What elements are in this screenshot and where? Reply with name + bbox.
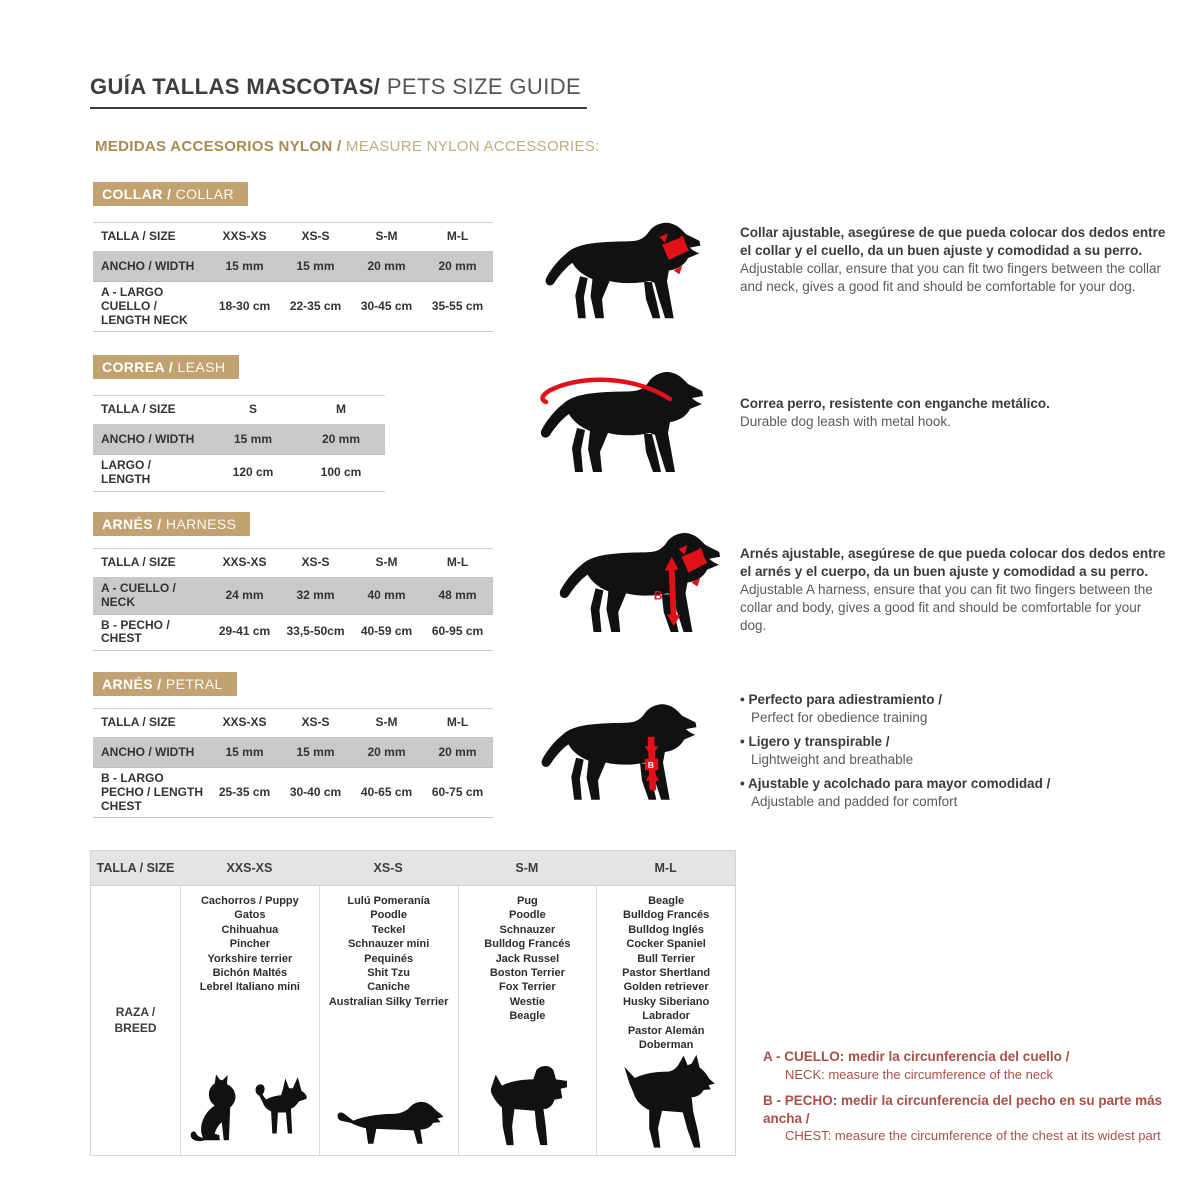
table-row: [93, 455, 385, 492]
breeds-body: [91, 886, 735, 1155]
cell-value: XS-S: [301, 555, 330, 570]
subtitle: [95, 138, 600, 155]
petral-badge-en: PETRAL: [161, 676, 223, 692]
cell-value: 30-45 cm: [360, 298, 413, 313]
collar-badge-es: COLLAR /: [102, 186, 172, 202]
leash-desc-en: Durable dog leash with metal hook.: [740, 413, 951, 429]
breed-item: Golden retriever: [623, 981, 709, 994]
animal-silhouettes: [181, 1068, 319, 1150]
cell-value: XXS-XS: [222, 555, 267, 570]
breed-item: Jack Russel: [495, 952, 560, 965]
cell-value: 18-30 cm: [218, 298, 271, 313]
petral-dog-illustration: [534, 697, 706, 807]
cell-value: M-L: [446, 229, 469, 244]
feature-item: [740, 733, 1170, 768]
collar-dog-illustration: [538, 217, 710, 324]
table-row: [93, 425, 385, 455]
schnauzer-icon: [480, 1062, 574, 1150]
cell-value: 15 mm: [225, 258, 264, 273]
row-label: B - PECHO / CHEST: [101, 617, 170, 646]
petral-features: [740, 691, 1170, 817]
row-label: TALLA / SIZE: [101, 715, 176, 730]
harness-badge-en: HARNESS: [161, 516, 237, 532]
dog-silhouette-icon: [538, 217, 710, 324]
cell-value: S-M: [375, 555, 398, 570]
harness-badge-es: ARNÉS /: [102, 516, 162, 532]
breed-item: Beagle: [648, 895, 685, 907]
feature-es: • Ajustable y acolchado para mayor comodidad /: [740, 775, 1170, 793]
cell-value: 40 mm: [367, 587, 406, 602]
breeds-header-row: [91, 851, 735, 886]
measure-a-label: A: [677, 233, 687, 248]
cell-value: 20 mm: [321, 431, 361, 446]
cell-value: 20 mm: [367, 258, 406, 273]
breeds-header-xxs-xs: XXS-XS: [226, 861, 273, 875]
cell-value: 40-59 cm: [360, 624, 413, 639]
cell-value: 15 mm: [296, 744, 335, 759]
cell-value: 15 mm: [225, 744, 264, 759]
cell-value: 48 mm: [438, 587, 477, 602]
collar-badge: [93, 182, 248, 206]
breed-item: Bulldog Francés: [623, 909, 710, 922]
cell-value: 120 cm: [232, 464, 274, 479]
breed-item: Pug: [516, 895, 538, 907]
table-row: [93, 578, 493, 615]
chihuahua-icon: [250, 1070, 312, 1150]
breed-list: [181, 894, 319, 995]
harness-badge: [93, 512, 250, 536]
breeds-header-xs-s: XS-S: [373, 861, 403, 875]
legend-neck-en: NECK: measure the circumference of the neck: [785, 1066, 1054, 1082]
breeds-table: [90, 850, 736, 1156]
row-label: ANCHO / WIDTH: [101, 744, 195, 759]
breed-list: [597, 894, 735, 1052]
doberman-icon: [614, 1054, 718, 1150]
breed-item: Shit Tzu: [367, 967, 411, 980]
harness-description: [740, 545, 1170, 635]
breed-item: Lulú Pomeranía: [347, 895, 430, 907]
table-row: [93, 548, 493, 578]
page-title-en: PETS SIZE GUIDE: [380, 74, 582, 99]
row-label: A - CUELLO / NECK: [101, 581, 176, 609]
legend-item-chest: [763, 1092, 1193, 1145]
feature-en: Lightweight and breathable: [751, 751, 914, 767]
cell-value: 40-65 cm: [360, 784, 413, 799]
harness-table: [93, 548, 493, 651]
leash-description: [740, 395, 1170, 431]
legend-neck-es: A - CUELLO: medir la circunferencia del cuello /: [763, 1049, 1070, 1064]
collar-desc-es: Collar ajustable, asegúrese de que pueda colocar dos dedos entre el collar y el cuello, da un buen ajuste y comodidad a su perro.: [740, 225, 1166, 258]
measure-b-label: B: [647, 760, 654, 771]
measure-a-label: A: [695, 544, 705, 560]
collar-desc-en: Adjustable collar, ensure that you can fit two fingers between the collar and neck, gives a good fit and should be comfortable for your dog.: [740, 260, 1161, 294]
breed-item: Pequinés: [364, 952, 414, 965]
breed-item: Poodle: [370, 909, 407, 922]
cell-value: XS-S: [301, 715, 330, 730]
row-label: A - LARGO CUELLO / LENGTH NECK: [101, 285, 188, 327]
cell-value: 32 mm: [296, 587, 335, 602]
feature-item: [740, 775, 1170, 810]
breed-item: Bull Terrier: [637, 952, 696, 965]
breeds-col-s-m: [458, 886, 597, 1155]
cell-value: 29-41 cm: [218, 624, 271, 639]
breeds-row-label: RAZA / BREED: [114, 1004, 157, 1035]
breed-item: Chihuahua: [221, 923, 279, 936]
breed-item: Teckel: [371, 923, 406, 936]
table-row: [93, 282, 493, 332]
breed-item: Schnauzer mini: [347, 938, 430, 951]
breed-item: Doberman: [638, 1039, 694, 1052]
breed-item: Husky Siberiano: [623, 995, 710, 1008]
petral-badge-es: ARNÉS /: [102, 676, 162, 692]
breeds-col-xs-s: [319, 886, 458, 1155]
table-row: [93, 252, 493, 282]
cell-value: 30-40 cm: [289, 784, 342, 799]
leash-dog-illustration: [533, 366, 713, 478]
breed-item: Cocker Spaniel: [626, 938, 706, 951]
table-row: [93, 222, 493, 252]
row-label: B - LARGO PECHO / LENGTH CHEST: [101, 771, 204, 813]
measure-b-label: B: [653, 588, 663, 603]
cell-value: M-L: [446, 555, 469, 570]
feature-en: Adjustable and padded for comfort: [751, 793, 958, 809]
cell-value: 22-35 cm: [289, 298, 342, 313]
feature-es: • Perfecto para adiestramiento /: [740, 691, 1170, 709]
breed-item: Pastor Alemán: [627, 1024, 705, 1037]
row-label: TALLA / SIZE: [101, 555, 176, 570]
cell-value: 20 mm: [438, 258, 477, 273]
breeds-col-xxs-xs: [180, 886, 319, 1155]
breed-item: Pincher: [229, 938, 271, 951]
leash-table: [93, 395, 385, 492]
cell-value: S: [248, 402, 257, 417]
collar-table: [93, 222, 493, 332]
breed-item: Fox Terrier: [499, 981, 556, 994]
feature-en: Perfect for obedience training: [751, 709, 928, 725]
row-label: TALLA / SIZE: [101, 229, 176, 244]
harness-desc-es: Arnés ajustable, asegúrese de que pueda colocar dos dedos entre el arnés y el cuerpo, da un buen ajuste y comodidad a su perro.: [740, 546, 1166, 579]
breed-item: Westie: [509, 995, 545, 1008]
harness-dog-illustration: [552, 527, 730, 638]
dog-silhouette-icon: [552, 527, 730, 638]
dachshund-icon: [333, 1086, 445, 1150]
cell-value: 33,5-50cm: [286, 624, 345, 639]
row-label: TALLA / SIZE: [101, 402, 176, 417]
leash-desc-es: Correa perro, resistente con enganche metálico.: [740, 396, 1050, 411]
breed-item: Bichón Maltés: [212, 967, 288, 980]
cell-value: 60-75 cm: [431, 784, 484, 799]
breed-item: Australian Silky Terrier: [328, 995, 449, 1008]
breed-item: Beagle: [509, 1010, 546, 1023]
breed-item: Labrador: [642, 1010, 690, 1023]
table-row: [93, 768, 493, 818]
feature-es: • Ligero y transpirable /: [740, 733, 1170, 751]
animal-silhouettes: [459, 1062, 597, 1150]
breed-item: Poodle: [509, 909, 546, 922]
page-title: [90, 74, 587, 109]
cell-value: 25-35 cm: [218, 784, 271, 799]
cell-value: XXS-XS: [222, 229, 267, 244]
subtitle-es: MEDIDAS ACCESORIOS NYLON /: [95, 138, 342, 155]
breed-item: Pastor Shertland: [622, 967, 711, 980]
cell-value: 35-55 cm: [431, 298, 484, 313]
leash-badge-en: LEASH: [173, 359, 226, 375]
cell-value: 20 mm: [367, 744, 406, 759]
row-label: ANCHO / WIDTH: [101, 431, 195, 446]
leash-badge-es: CORREA /: [102, 359, 174, 375]
breed-item: Gatos: [234, 909, 266, 922]
breed-item: Lebrel Italiano mini: [199, 981, 300, 994]
table-row: [93, 395, 385, 425]
cell-value: M: [336, 402, 346, 417]
collar-description: [740, 224, 1170, 296]
cell-value: 15 mm: [233, 431, 273, 446]
cell-value: S-M: [375, 229, 398, 244]
breed-item: Yorkshire terrier: [207, 952, 293, 965]
table-row: [93, 738, 493, 768]
cell-value: S-M: [375, 715, 398, 730]
breed-item: Cachorros / Puppy: [200, 895, 299, 907]
dog-silhouette-icon: [533, 366, 713, 478]
cell-value: 100 cm: [320, 464, 362, 479]
breed-list: [459, 894, 597, 1024]
table-row: [93, 615, 493, 652]
feature-item: [740, 691, 1170, 726]
breed-item: Schnauzer: [499, 923, 556, 936]
petral-table: [93, 708, 493, 818]
cell-value: 60-95 cm: [431, 624, 484, 639]
cell-value: XXS-XS: [222, 715, 267, 730]
cell-value: XS-S: [301, 229, 330, 244]
animal-silhouettes: [597, 1054, 735, 1150]
breed-item: Boston Terrier: [489, 967, 565, 980]
breed-item: Bulldog Inglés: [628, 923, 705, 936]
subtitle-en: MEASURE NYLON ACCESSORIES:: [341, 138, 600, 155]
breeds-header-m-l: M-L: [654, 861, 677, 875]
legend-item-neck: [763, 1048, 1193, 1083]
measure-legend: [763, 1048, 1193, 1154]
breed-item: Bulldog Francés: [484, 938, 571, 951]
harness-desc-en: Adjustable A harness, ensure that you can fit two fingers between the collar and body, gives a good fit and should be comfortable for your dog.: [740, 581, 1153, 633]
table-row: [93, 708, 493, 738]
cat-icon: [187, 1068, 245, 1150]
breeds-col-m-l: [596, 886, 735, 1155]
breeds-header-size: TALLA / SIZE: [96, 861, 175, 875]
cell-value: 15 mm: [296, 258, 335, 273]
breed-list: [320, 894, 458, 1009]
breeds-header-s-m: S-M: [515, 861, 539, 875]
legend-chest-en: CHEST: measure the circumference of the chest at its widest part: [785, 1128, 1161, 1144]
breed-item: Caniche: [367, 981, 411, 994]
row-label: LARGO / LENGTH: [101, 458, 151, 486]
collar-badge-en: COLLAR: [171, 186, 235, 202]
legend-chest-es: B - PECHO: medir la circunferencia del pecho en su parte más ancha /: [763, 1093, 1163, 1126]
page-title-es: GUÍA TALLAS MASCOTAS/: [90, 74, 381, 99]
cell-value: M-L: [446, 715, 469, 730]
dog-silhouette-icon: [534, 697, 706, 807]
cell-value: 20 mm: [438, 744, 477, 759]
animal-silhouettes: [320, 1086, 458, 1150]
cell-value: 24 mm: [225, 587, 264, 602]
petral-badge: [93, 672, 237, 696]
leash-badge: [93, 355, 239, 379]
row-label: ANCHO / WIDTH: [101, 258, 195, 273]
